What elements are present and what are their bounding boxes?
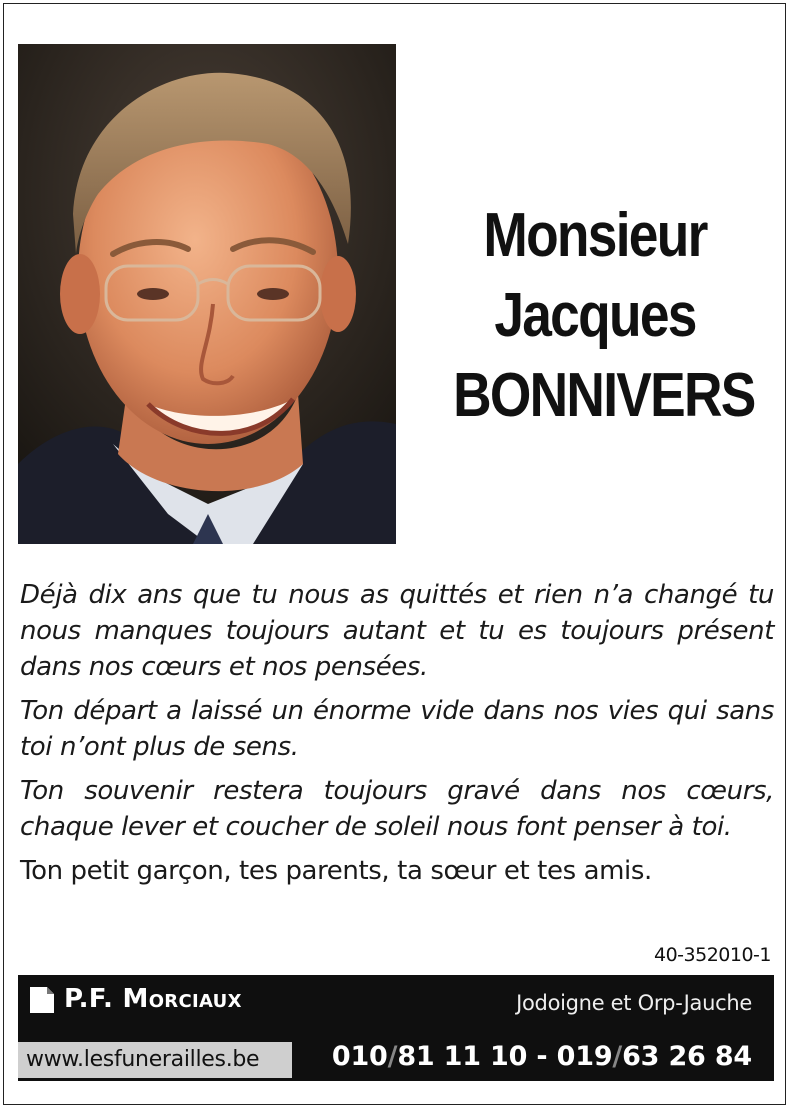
phone-numbers [332, 1041, 752, 1072]
phone-2-number: 63 26 84 [622, 1041, 752, 1072]
honorific: Monsieur [483, 201, 707, 270]
phone-2-prefix: 019 [556, 1041, 613, 1072]
phone-1-number: 81 11 10 [397, 1041, 528, 1072]
website-link[interactable]: www.lesfunerailles.be [18, 1042, 292, 1078]
funeral-home-banner [18, 975, 774, 1081]
message-paragraph-1: Déjà dix ans que tu nous as quittés et rien n’a changé tu nous manques toujours autant et tu es toujours présent dans nos cœurs et nos pensées. [20, 580, 774, 682]
first-name: Jacques [494, 281, 696, 350]
funeral-home-name: P.F. Morciaux [64, 984, 242, 1014]
phone-separator: - [527, 1041, 557, 1072]
folded-page-icon [30, 987, 54, 1013]
phone-slash: / [387, 1041, 398, 1072]
memorial-message [20, 577, 774, 897]
last-name: BONNIVERS [453, 361, 755, 430]
deceased-name [430, 196, 760, 436]
phone-1-prefix: 010 [331, 1041, 388, 1072]
message-paragraph-2: Ton départ a laissé un énorme vide dans nos vies qui sans toi n’ont plus de sens. [20, 696, 774, 762]
funeral-home-location: Jodoigne et Orp-Jauche [516, 991, 752, 1015]
portrait-photo [18, 44, 396, 544]
message-paragraph-3: Ton souvenir restera toujours gravé dans nos cœurs, chaque lever et coucher de soleil nous font penser à toi. [20, 776, 774, 842]
phone-slash: / [612, 1041, 623, 1072]
reference-number: 40-352010-1 [653, 944, 771, 966]
message-signature: Ton petit garçon, tes parents, ta sœur et tes amis. [20, 856, 652, 886]
